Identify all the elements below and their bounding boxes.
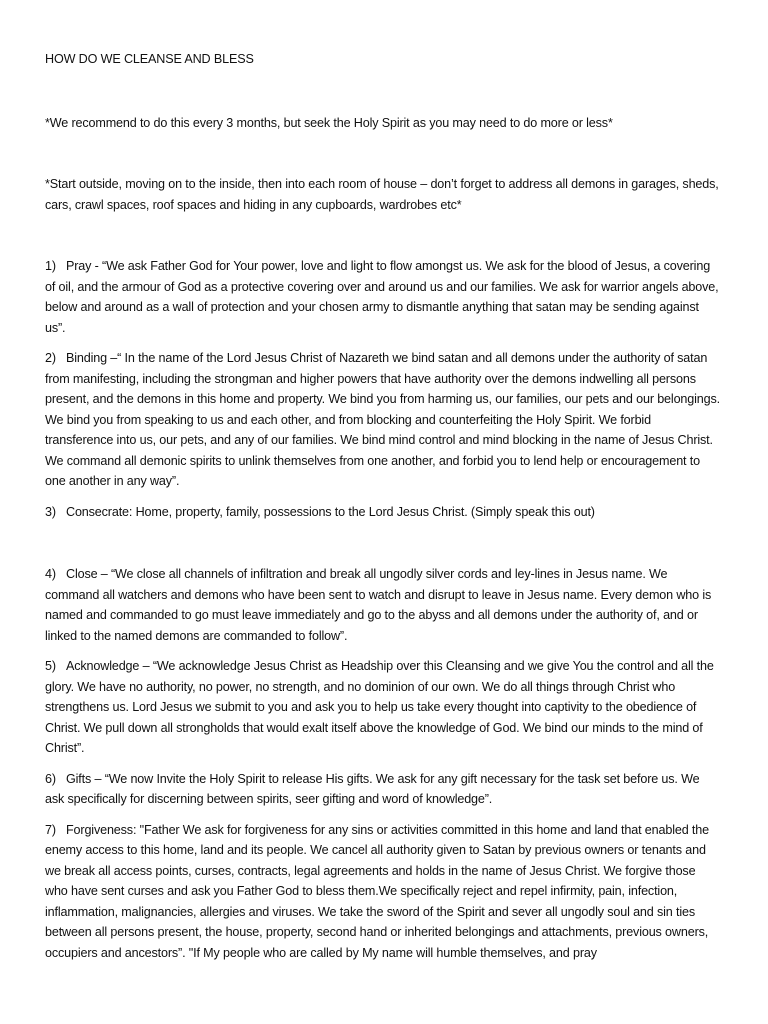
step-text: Forgiveness: "Father We ask for forgiveness for any sins or activities committed in this home and land that enabled the enemy access to this home, land and its people. We cancel all authority given to Satan by previous owners or tenants and we break all access points, curses, contracts, legal agreements and holds in the name of Jesus Christ. We forgive those who have sent curses and ask you Father God to bless them.We specifically reject and repel infirmity, pain, infection, inflammation, malignancies, allergies and viruses. We take the sword of the Spirit and sever all ungodly soul and sin ties between all persons present, the house, property, second hand or inherited belongings and attachments, previous owners, occupiers and ancestors”. "If My people who are called by My name will humble themselves, and pray [45,822,709,960]
step-number: 7) [45,822,56,837]
step-text: Close – “We close all channels of infiltration and break all ungodly silver cords and ley-lines in Jesus name. We command all watchers and demons who have been sent to watch and disrupt to leave in Jesus name. Every demon who is named and commanded to go must leave immediately and go to the abyss and all demons under the authority of, and or linked to the named demons are commanded to follow”. [45,567,712,643]
step-text: Gifts – “We now Invite the Holy Spirit to release His gifts. We ask for any gift necessary for the task set before us. We ask specifically for discerning between spirits, seer gifting and word of knowledge”. [45,771,700,806]
step-text: Consecrate: Home, property, family, possessions to the Lord Jesus Christ. (Simply speak this out) [66,504,595,519]
document-title: HOW DO WE CLEANSE AND BLESS [45,52,254,66]
document-body [45,49,721,973]
step-acknowledge [45,656,721,759]
step-number: 6) [45,771,56,786]
step-number: 2) [45,351,56,365]
step-number: 5) [45,659,56,673]
step-pray [45,256,721,338]
start-note: *Start outside, moving on to the inside, then into each room of house – don’t forget to address all demons in garages, sheds, cars, crawl spaces, roof spaces and hiding in any cupboards, wardrobes etc* [45,177,719,212]
step-gifts [45,769,721,810]
step-forgiveness [45,820,721,964]
step-number: 1) [45,259,56,273]
frequency-note: *We recommend to do this every 3 months, but seek the Holy Spirit as you may need to do more or less* [45,115,613,130]
step-number: 4) [45,567,56,581]
step-text: Acknowledge – “We acknowledge Jesus Christ as Headship over this Cleansing and we give You the control and all the glory. We have no authority, no power, no strength, and no dominion of our own. We do all things through Christ who strengthens us. Lord Jesus we submit to you and ask you to help us take every thought into captivity to the obedience of Christ. We pull down all strongholds that would exalt itself above the knowledge of God. We bind our minds to the mind of Christ”. [45,659,714,755]
step-text: Binding –“ In the name of the Lord Jesus Christ of Nazareth we bind satan and all demons under the authority of satan from manifesting, including the strongman and higher powers that have authority over the demons indwelling all persons present, and the demons in this home and property. We bind you from harming us, our families, our pets and our belongings. We bind you from speaking to us and each other, and from blocking and counterfeiting the Holy Spirit. We forbid transference into us, our pets, and any of our families. We bind mind control and mind blocking in the name of Jesus Christ. We command all demonic spirits to unlink themselves from one another, and forbid you to lend help or encouragement to one another in any way”. [45,351,720,488]
step-close [45,564,721,646]
step-text: Pray - “We ask Father God for Your power, love and light to flow amongst us. We ask for the blood of Jesus, a covering of oil, and the armour of God as a protective covering over and around us and our families. We ask for warrior angels above, below and around as a wall of protection and your chosen army to dismantle anything that satan may be sending against us”. [45,259,719,335]
step-number: 3) [45,504,56,519]
step-consecrate [45,502,721,523]
step-binding [45,348,721,492]
